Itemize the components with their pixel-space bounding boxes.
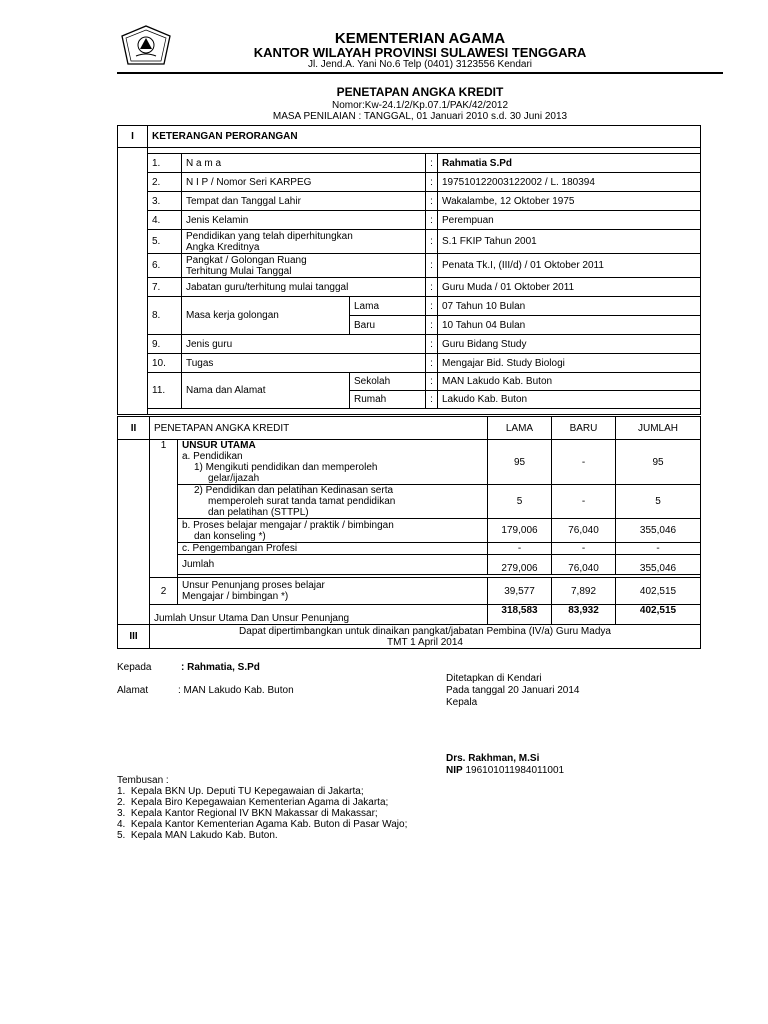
table-row: 1. N a m a : Rahmatia S.Pd	[118, 154, 701, 173]
table-row: 2. N I P / Nomor Seri KARPEG : 197510122003122002 / L. 180394	[118, 173, 701, 192]
signer-name: Drs. Rakhman, M.Si	[446, 753, 540, 764]
section-heading: PENETAPAN ANGKA KREDIT	[150, 417, 488, 440]
tembusan-list: Tembusan : 1. Kepala BKN Up. Deputi TU Kepegawaian di Jakarta; 2. Kepala Biro Kepegawaian Kementerian Agama di Jakarta; 3. Kepala Kantor Regional IV BKN Makassar di Makassar; 4. Kepala Kantor Kementerian Agama Kab. Buton di Pasar Wajo; 5. Kepala MAN Lakudo Kab. Buton.	[117, 775, 408, 841]
total-label: Jumlah Unsur Utama Dan Unsur Penunjang	[150, 605, 488, 625]
table-row: 7. Jabatan guru/terhitung mulai tanggal : Guru Muda / 01 Oktober 2011	[118, 278, 701, 297]
alamat-label: Alamat	[117, 685, 149, 696]
table-row: Rumah : Lakudo Kab. Buton	[118, 391, 701, 409]
ditetapkan: Ditetapkan di Kendari	[446, 673, 542, 684]
list-item: 1. Kepala BKN Up. Deputi TU Kepegawaian di Jakarta;	[117, 786, 364, 797]
tanggal: Pada tanggal 20 Januari 2014	[446, 685, 580, 696]
table-row: 10. Tugas : Mengajar Bid. Study Biologi	[118, 354, 701, 373]
personal-info-table	[117, 125, 701, 415]
credit-table: II PENETAPAN ANGKA KREDIT LAMA BARU JUMLAH 1 UNSUR UTAMA a. Pendidikan 1) Mengikuti pendidikan dan memperoleh gelar/ijazah 95 - 95 2) Pendidikan dan pelatihan Kedinasan serta memperoleh surat tanda tamat pendidikan dan pelatihan (STTPL) 5 - 5 b. Proses belajar mengajar / praktik / bimbingan dan konseling *) 179,006 76,040 355,046 c. Pengembangan Profesi - - - Jumlah 279,006 76,040 355,046 2 Unsur Penunjang proses belajar Mengajar / bimbingan *) 39,577 7,892 402,515 Jumlah Unsur Utama Dan Unsur Penunjang 318,583 83,932 402,515 III Dapat dipertimbangkan untuk dinaikan pangkat/jabatan Pembina (IV/a) Guru Madya TMT 1 April 2014	[117, 416, 701, 649]
document-number: Nomor:Kw-24.1/2/Kp.07.1/PAK/42/2012	[331, 100, 509, 111]
document-title: PENETAPAN ANGKA KREDIT	[336, 85, 504, 99]
list-item: 5. Kepala MAN Lakudo Kab. Buton.	[117, 830, 278, 841]
table-row: Baru : 10 Tahun 04 Bulan	[118, 316, 701, 335]
table-row: 11. Nama dan Alamat Sekolah : MAN Lakudo Kab. Buton	[118, 373, 701, 391]
assessment-period: MASA PENILAIAN : TANGGAL, 01 Januari 2010 s.d. 30 Juni 2013	[272, 111, 568, 122]
table-row: 4. Jenis Kelamin : Perempuan	[118, 211, 701, 230]
table-row: 8. Masa kerja golongan Lama : 07 Tahun 10 Bulan	[118, 297, 701, 316]
table-row: 5. Pendidikan yang telah diperhitungkan Angka Kreditnya : S.1 FKIP Tahun 2001	[118, 230, 701, 254]
section-roman: I	[118, 126, 148, 148]
table-row: 3. Tempat dan Tanggal Lahir : Wakalambe, 12 Oktober 1975	[118, 192, 701, 211]
kepada-label: Kepada	[117, 662, 152, 673]
name-value: Rahmatia S.Pd	[438, 154, 701, 173]
list-item: 4. Kepala Kantor Kementerian Agama Kab. Buton di Pasar Wajo;	[117, 819, 408, 830]
ministry-name: KEMENTERIAN AGAMA	[334, 30, 506, 47]
section-heading: KETERANGAN PERORANGAN	[148, 126, 701, 148]
list-item: 3. Kepala Kantor Regional IV BKN Makassar di Makassar;	[117, 808, 378, 819]
kepala: Kepala	[446, 697, 478, 708]
alamat-value: : MAN Lakudo Kab. Buton	[178, 685, 294, 696]
signer-nip: NIP 196101011984011001	[446, 765, 565, 776]
office-address: Jl. Jend.A. Yani No.6 Telp (0401) 3123556 Kendari	[307, 59, 533, 70]
office-name: KANTOR WILAYAH PROVINSI SULAWESI TENGGARA	[253, 45, 587, 60]
header-divider	[117, 72, 723, 74]
recommendation: Dapat dipertimbangkan untuk dinaikan pangkat/jabatan Pembina (IV/a) Guru Madya TMT 1 April 2014	[150, 625, 701, 649]
table-row: 9. Jenis guru : Guru Bidang Study	[118, 335, 701, 354]
table-row: 6. Pangkat / Golongan Ruang Terhitung Mulai Tanggal : Penata Tk.I, (III/d) / 01 Oktober 2011	[118, 254, 701, 278]
list-item: 2. Kepala Biro Kepegawaian Kementerian Agama di Jakarta;	[117, 797, 389, 808]
kepada-value: : Rahmatia, S.Pd	[181, 662, 260, 673]
